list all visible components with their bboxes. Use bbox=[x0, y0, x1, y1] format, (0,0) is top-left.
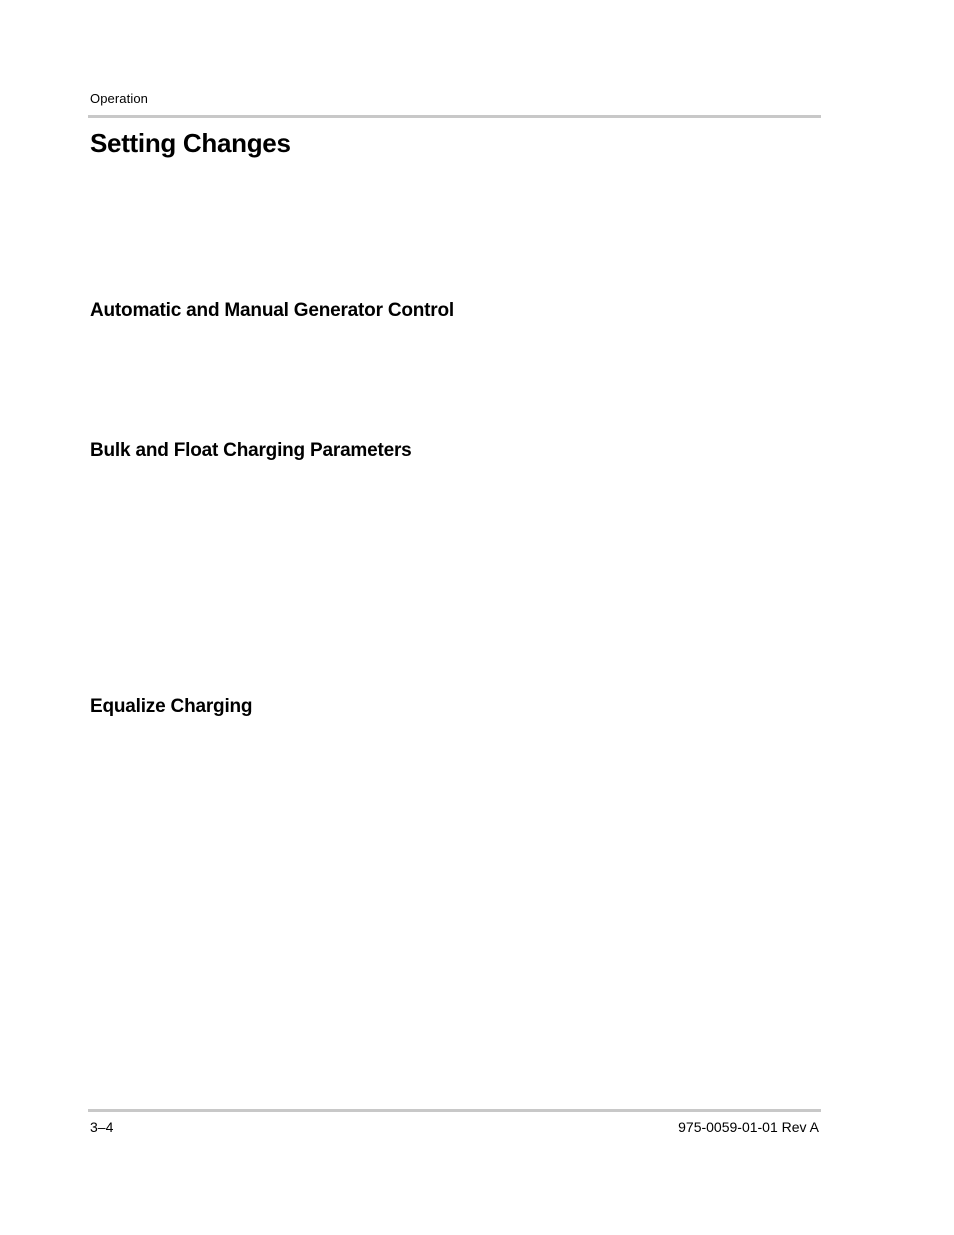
header-rule bbox=[88, 115, 821, 118]
footer-page-number: 3–4 bbox=[90, 1119, 114, 1135]
footer-document-id: 975-0059-01-01 Rev A bbox=[678, 1119, 819, 1135]
section-heading-equalize-charging: Equalize Charging bbox=[90, 696, 253, 717]
running-header: Operation bbox=[90, 91, 148, 106]
section-heading-bulk-float-charging: Bulk and Float Charging Parameters bbox=[90, 440, 412, 461]
section-heading-generator-control: Automatic and Manual Generator Control bbox=[90, 300, 454, 321]
footer-rule bbox=[88, 1109, 821, 1112]
page-title: Setting Changes bbox=[90, 128, 291, 158]
